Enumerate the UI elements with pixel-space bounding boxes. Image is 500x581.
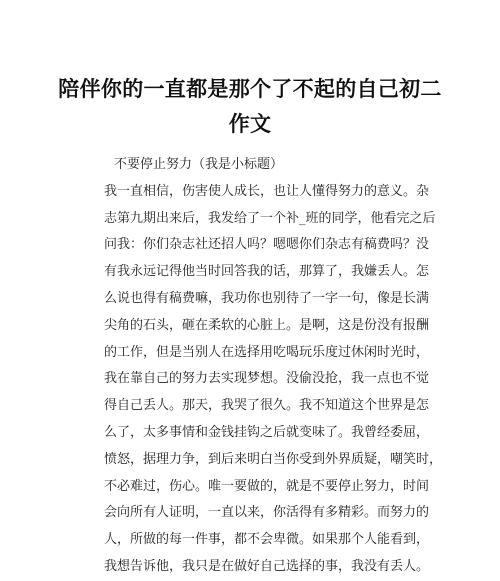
paragraph-line: 得自己丢人。那天，我哭了很久。我不知道这个世界是怎 <box>104 398 430 414</box>
paragraph-line: 愤怒，据理力争，到后来明白当你受到外界质疑，嘲笑时， <box>104 451 443 467</box>
paragraph-line: 么说也得有稿费嘛，我功你也别待了一字一句，像是长满 <box>104 290 430 306</box>
paragraph-line: 我在靠自己的努力去实现梦想。没偷没抢，我一点也不觉 <box>104 371 430 387</box>
paragraph-line: 志第九期出来后，我发给了一个补_班的同学，他看完之后 <box>104 210 436 226</box>
paragraph-line: 么了，太多事情和金钱挂钩之后就变味了。我曾经委屈， <box>104 424 430 440</box>
paragraph-line: 人，所做的每一件事，都不会卑微。如果那个人能看到， <box>104 532 430 548</box>
paragraph-line: 尖角的石头，砸在柔软的心脏上。是啊，这是份没有报酬 <box>104 317 430 333</box>
section-subtitle: 不要停止努力（我是小标题） <box>114 157 284 172</box>
document-title <box>40 72 460 142</box>
paragraph-line: 有我永远记得他当时回答我的话，那算了，我嫌丢人。怎 <box>104 264 430 280</box>
paragraph-line: 的工作，但是当别人在选择用吃喝玩乐度过休闲时光时， <box>104 344 430 360</box>
paragraph-line: 问我：你们杂志社还招人吗？嗯嗯你们杂志有稿费吗？没 <box>104 237 430 253</box>
title-line-1: 陪伴你的一直都是那个了不起的自己初二 <box>58 77 442 101</box>
paragraph-line: 我一直相信，伤害使人成长，也让人懂得努力的意义。杂 <box>104 183 430 199</box>
paragraph-line: 不必难过，伤心。唯一要做的，就是不要停止努力，时间 <box>104 478 430 494</box>
paragraph-line: 会向所有人证明，一直以来，你活得有多精彩。而努力的 <box>104 505 430 521</box>
article-body <box>104 152 443 581</box>
title-line-2: 作文 <box>228 112 272 136</box>
paragraph-line: 我想告诉他，我只是在做好自己选择的事，我没有丢人。 <box>104 558 430 574</box>
